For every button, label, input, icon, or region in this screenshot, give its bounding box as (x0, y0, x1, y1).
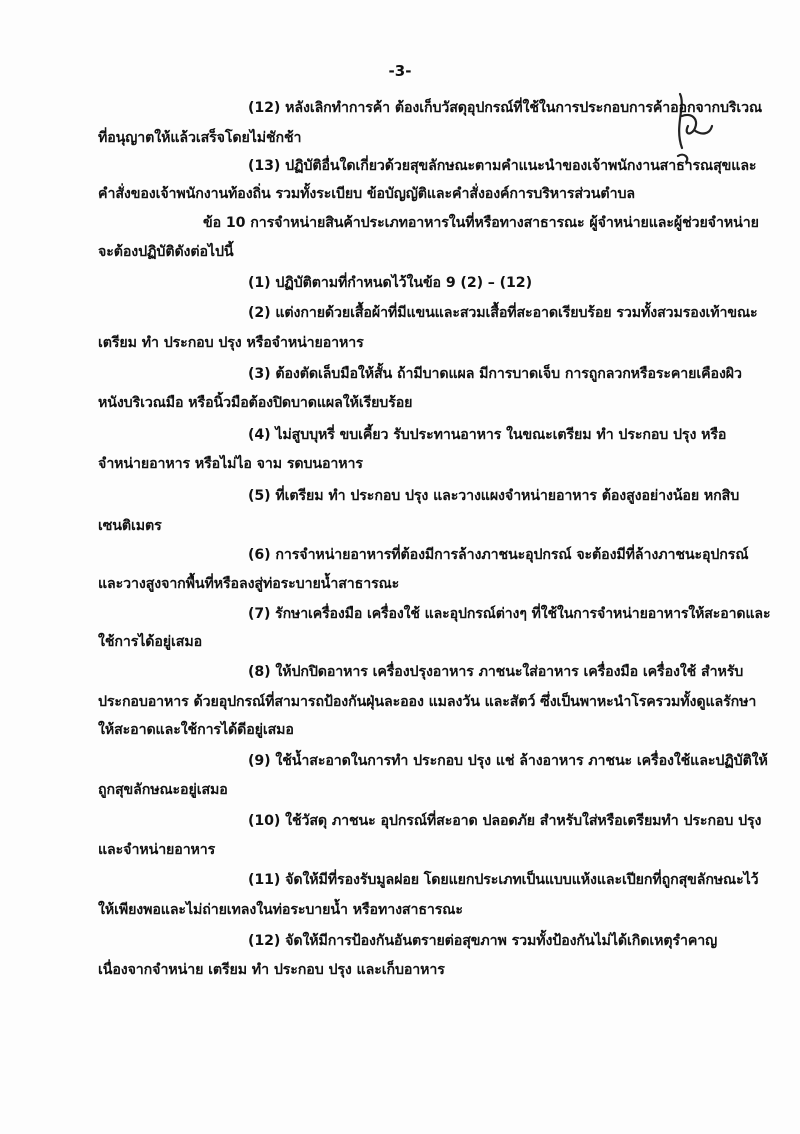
text-line: (13) ปฏิบัติอื่นใดเกี่ยวด้วยสุขลักษณะตามคำแนะนำของเจ้าพนักงานสาธารณสุขและ (248, 158, 757, 174)
text-line: เซนติเมตร (98, 518, 162, 534)
text-line: ใช้การได้อยู่เสมอ (98, 634, 202, 650)
text-line: (7) รักษาเครื่องมือ เครื่องใช้ และอุปกรณ์ต่างๆ ที่ใช้ในการจำหน่ายอาหารให้สะอาดและ (248, 606, 771, 622)
text-line: จะต้องปฏิบัติดังต่อไปนี้ (98, 244, 234, 260)
page-number: -3- (388, 62, 412, 80)
text-line: (12) หลังเลิกทำการค้า ต้องเก็บวัสดุอุปกรณ์ที่ใช้ในการประกอบการค้าออกจากบริเวณ (248, 100, 763, 116)
text-line: และวางสูงจากพื้นที่หรือลงสู่ท่อระบายน้ำสาธารณะ (98, 576, 400, 592)
text-line: (12) จัดให้มีการป้องกันอันตรายต่อสุขภาพ รวมทั้งป้องกันไม่ได้เกิดเหตุรำคาญ (248, 933, 718, 949)
text-line: ให้เพียงพอและไม่ถ่ายเทลงในท่อระบายน้ำ หรือทางสาธารณะ (98, 902, 463, 918)
text-line: จำหน่ายอาหาร หรือไม่ไอ จาม รดบนอาหาร (98, 456, 363, 472)
text-line: ถูกสุขลักษณะอยู่เสมอ (98, 782, 228, 798)
text-line: (10) ใช้วัสดุ ภาชนะ อุปกรณ์ที่สะอาด ปลอดภัย สำหรับใส่หรือเตรียมทำ ประกอบ ปรุง (248, 813, 762, 829)
text-line: (3) ต้องตัดเล็บมือให้สั้น ถ้ามีบาดแผล มีการบาดเจ็บ การถูกลวกหรือระคายเคืองผิว (248, 366, 742, 382)
text-line: ประกอบอาหาร ด้วยอุปกรณ์ที่สามารถป้องกันฝุ่นละออง แมลงวัน และสัตว์ ซึ่งเป็นพาหะนำโรครวมทั้งดูแลรักษา (98, 694, 757, 710)
text-line: (9) ใช้น้ำสะอาดในการทำ ประกอบ ปรุง แช่ ล้างอาหาร ภาชนะ เครื่องใช้และปฏิบัติให้ (248, 753, 768, 769)
text-line: และจำหน่ายอาหาร (98, 842, 216, 858)
text-line: เนื่องจากจำหน่าย เตรียม ทำ ประกอบ ปรุง และเก็บอาหาร (98, 962, 445, 978)
text-line: เตรียม ทำ ประกอบ ปรุง หรือจำหน่ายอาหาร (98, 335, 364, 351)
text-line: (6) การจำหน่ายอาหารที่ต้องมีการล้างภาชนะอุปกรณ์ จะต้องมีที่ล้างภาชนะอุปกรณ์ (248, 547, 749, 563)
text-line: หนังบริเวณมือ หรือนิ้วมือต้องปิดบาดแผลให้เรียบร้อย (98, 395, 413, 411)
text-line: ที่อนุญาตให้แล้วเสร็จโดยไม่ชักช้า (98, 130, 302, 146)
text-line: (8) ให้ปกปิดอาหาร เครื่องปรุงอาหาร ภาชนะใส่อาหาร เครื่องมือ เครื่องใช้ สำหรับ (248, 664, 744, 680)
text-line: (1) ปฏิบัติตามที่กำหนดไว้ในข้อ 9 (2) – (12) (248, 275, 532, 291)
text-line: (4) ไม่สูบบุหรี่ ขบเคี้ยว รับประทานอาหาร ในขณะเตรียม ทำ ประกอบ ปรุง หรือ (248, 427, 727, 443)
text-line: ข้อ 10 การจำหน่ายสินค้าประเภทอาหารในที่หรือทางสาธารณะ ผู้จำหน่ายและผู้ช่วยจำหน่าย (203, 215, 759, 231)
text-line: คำสั่งของเจ้าพนักงานท้องถิ่น รวมทั้งระเบียบ ข้อบัญญัติและคำสั่งองค์การบริหารส่วนตำบล (98, 186, 635, 202)
text-line: (5) ที่เตรียม ทำ ประกอบ ปรุง และวางแผงจำหน่ายอาหาร ต้องสูงอย่างน้อย หกสิบ (248, 488, 740, 504)
text-line: (11) จัดให้มีที่รองรับมูลฝอย โดยแยกประเภทเป็นแบบแห้งและเปียกที่ถูกสุขลักษณะไว้ (248, 872, 759, 888)
text-line: (2) แต่งกายด้วยเสื้อผ้าที่มีแขนและสวมเสื้อที่สะอาดเรียบร้อย รวมทั้งสวมรองเท้าขณะ (248, 305, 758, 321)
text-line: ให้สะอาดและใช้การได้ดีอยู่เสมอ (98, 722, 294, 738)
